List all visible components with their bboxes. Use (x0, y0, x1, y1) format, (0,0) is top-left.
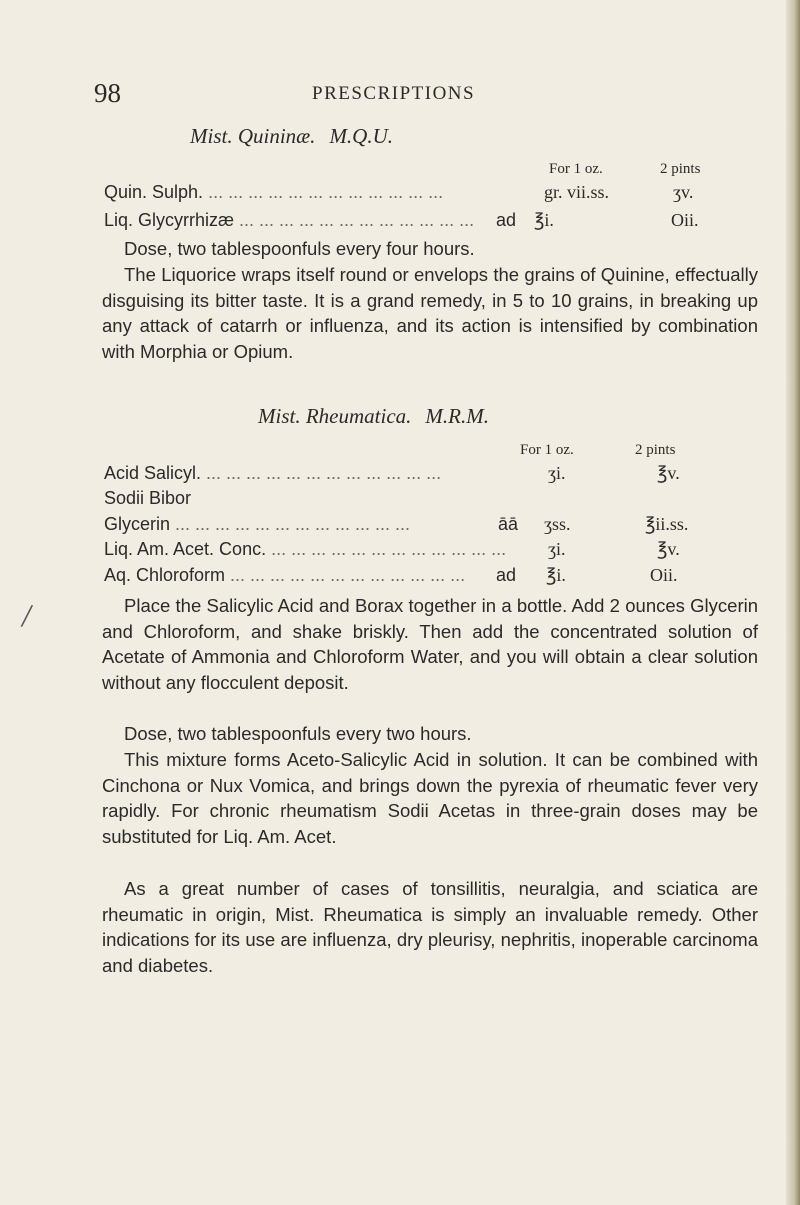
paragraph: Dose, two tablespoonfuls every two hours. (124, 723, 472, 744)
ingredient-dose-1oz: ℥i. (546, 565, 566, 585)
page-edge (786, 0, 800, 1205)
ingredient-dose-2pints: ℥v. (657, 539, 680, 559)
ingredient-dose-2pints: ʒv. (673, 182, 694, 202)
ingredient-prefix: ad (496, 565, 517, 585)
mixture-code: M.R.M. (425, 404, 489, 428)
ingredient-dose-1oz: ʒss. (544, 514, 571, 534)
running-header: PRESCRIPTIONS (312, 83, 476, 104)
ingredient-row (0, 539, 800, 563)
ingredient-dose-2pints: Oii. (671, 210, 699, 230)
ingredient-dose-2pints: ℥ii.ss. (645, 514, 689, 534)
column-header-2pints: 2 pints (660, 161, 701, 177)
ingredient-row (0, 514, 800, 538)
ingredient-row (0, 210, 800, 234)
ingredient-dose-1oz: ʒi. (548, 539, 566, 559)
ingredient-name: Quin. Sulph. ... . (104, 182, 534, 203)
ingredient-name: Sodii Bibor (104, 488, 192, 508)
mixture-name: Mist. Quininæ. (190, 124, 316, 148)
ingredient-row (0, 565, 800, 589)
ingredient-dose-1oz: ʒi. (548, 463, 566, 483)
paragraph: This mixture forms Aceto-Salicylic Acid in solution. It can be combined with Cinchona or Nux Vomica, and brings down the pyrexia of rheumatic fever very rapidly. For chronic rheumatism Sodii Acetas in three-grain doses may be substituted for Liq. Am. Acet. (102, 749, 758, 848)
ingredient-name: Acid Salicyl. ... . (104, 463, 532, 484)
ingredient-prefix: āā (498, 514, 519, 534)
ingredient-dose-2pints: Oii. (650, 565, 678, 585)
ingredient-row (0, 488, 800, 512)
mixture-name: Mist. Rheumatica. (258, 404, 412, 428)
ingredient-dose-1oz: ℥i. (534, 210, 554, 230)
ingredient-name: Glycerin ... . (104, 514, 489, 535)
column-header-1oz: For 1 oz. (520, 442, 574, 458)
rheumatic-mixture-title (258, 404, 489, 429)
ingredient-dose-1oz: gr. vii.ss. (540, 182, 609, 203)
ingredient-name: Liq. Glycyrrhizæ ... . (104, 210, 492, 231)
column-header-2pints: 2 pints (635, 442, 676, 458)
paragraph: The Liquorice wraps itself round or envelops the grains of Quinine, effectually disguising its bitter taste. It is a grand remedy, in 5 to 10 grains, in breaking up any attack of catarrh or influenza, and its action is intensified by combination with Morphia or Opium. (102, 264, 758, 363)
ingredient-row (0, 463, 800, 487)
paragraph: As a great number of cases of tonsillitis, neuralgia, and sciatica are rheumatic in origin, Mist. Rheumatica is simply an invaluable remedy. Other indications for its use are influenza, dry pleurisy, nephritis, inoperable carcinoma and diabetes. (102, 878, 758, 977)
ingredient-prefix: ad (496, 210, 517, 230)
mixture-code: M.Q.U. (329, 124, 394, 148)
ingredient-name: Aq. Chloroform ... . (104, 565, 489, 586)
column-header-1oz: For 1 oz. (549, 161, 603, 177)
page-number: 98 (94, 78, 121, 108)
ingredient-name: Liq. Am. Acet. Conc. ... . (104, 539, 532, 560)
ingredient-dose-2pints: ℥v. (657, 463, 680, 483)
paragraph: Place the Salicylic Acid and Borax together in a bottle. Add 2 ounces Glycerin and Chloroform, and shake briskly. Then add the concentrated solution of Acetate of Ammonia and Chloroform Water, and you will obtain a clear solution without any flocculent deposit. (102, 595, 758, 694)
handwritten-margin-mark: / (19, 597, 35, 636)
paragraph: Dose, two tablespoonfuls every four hours. (124, 238, 475, 259)
ingredient-row (0, 182, 800, 206)
quinine-mixture-title (190, 124, 393, 149)
